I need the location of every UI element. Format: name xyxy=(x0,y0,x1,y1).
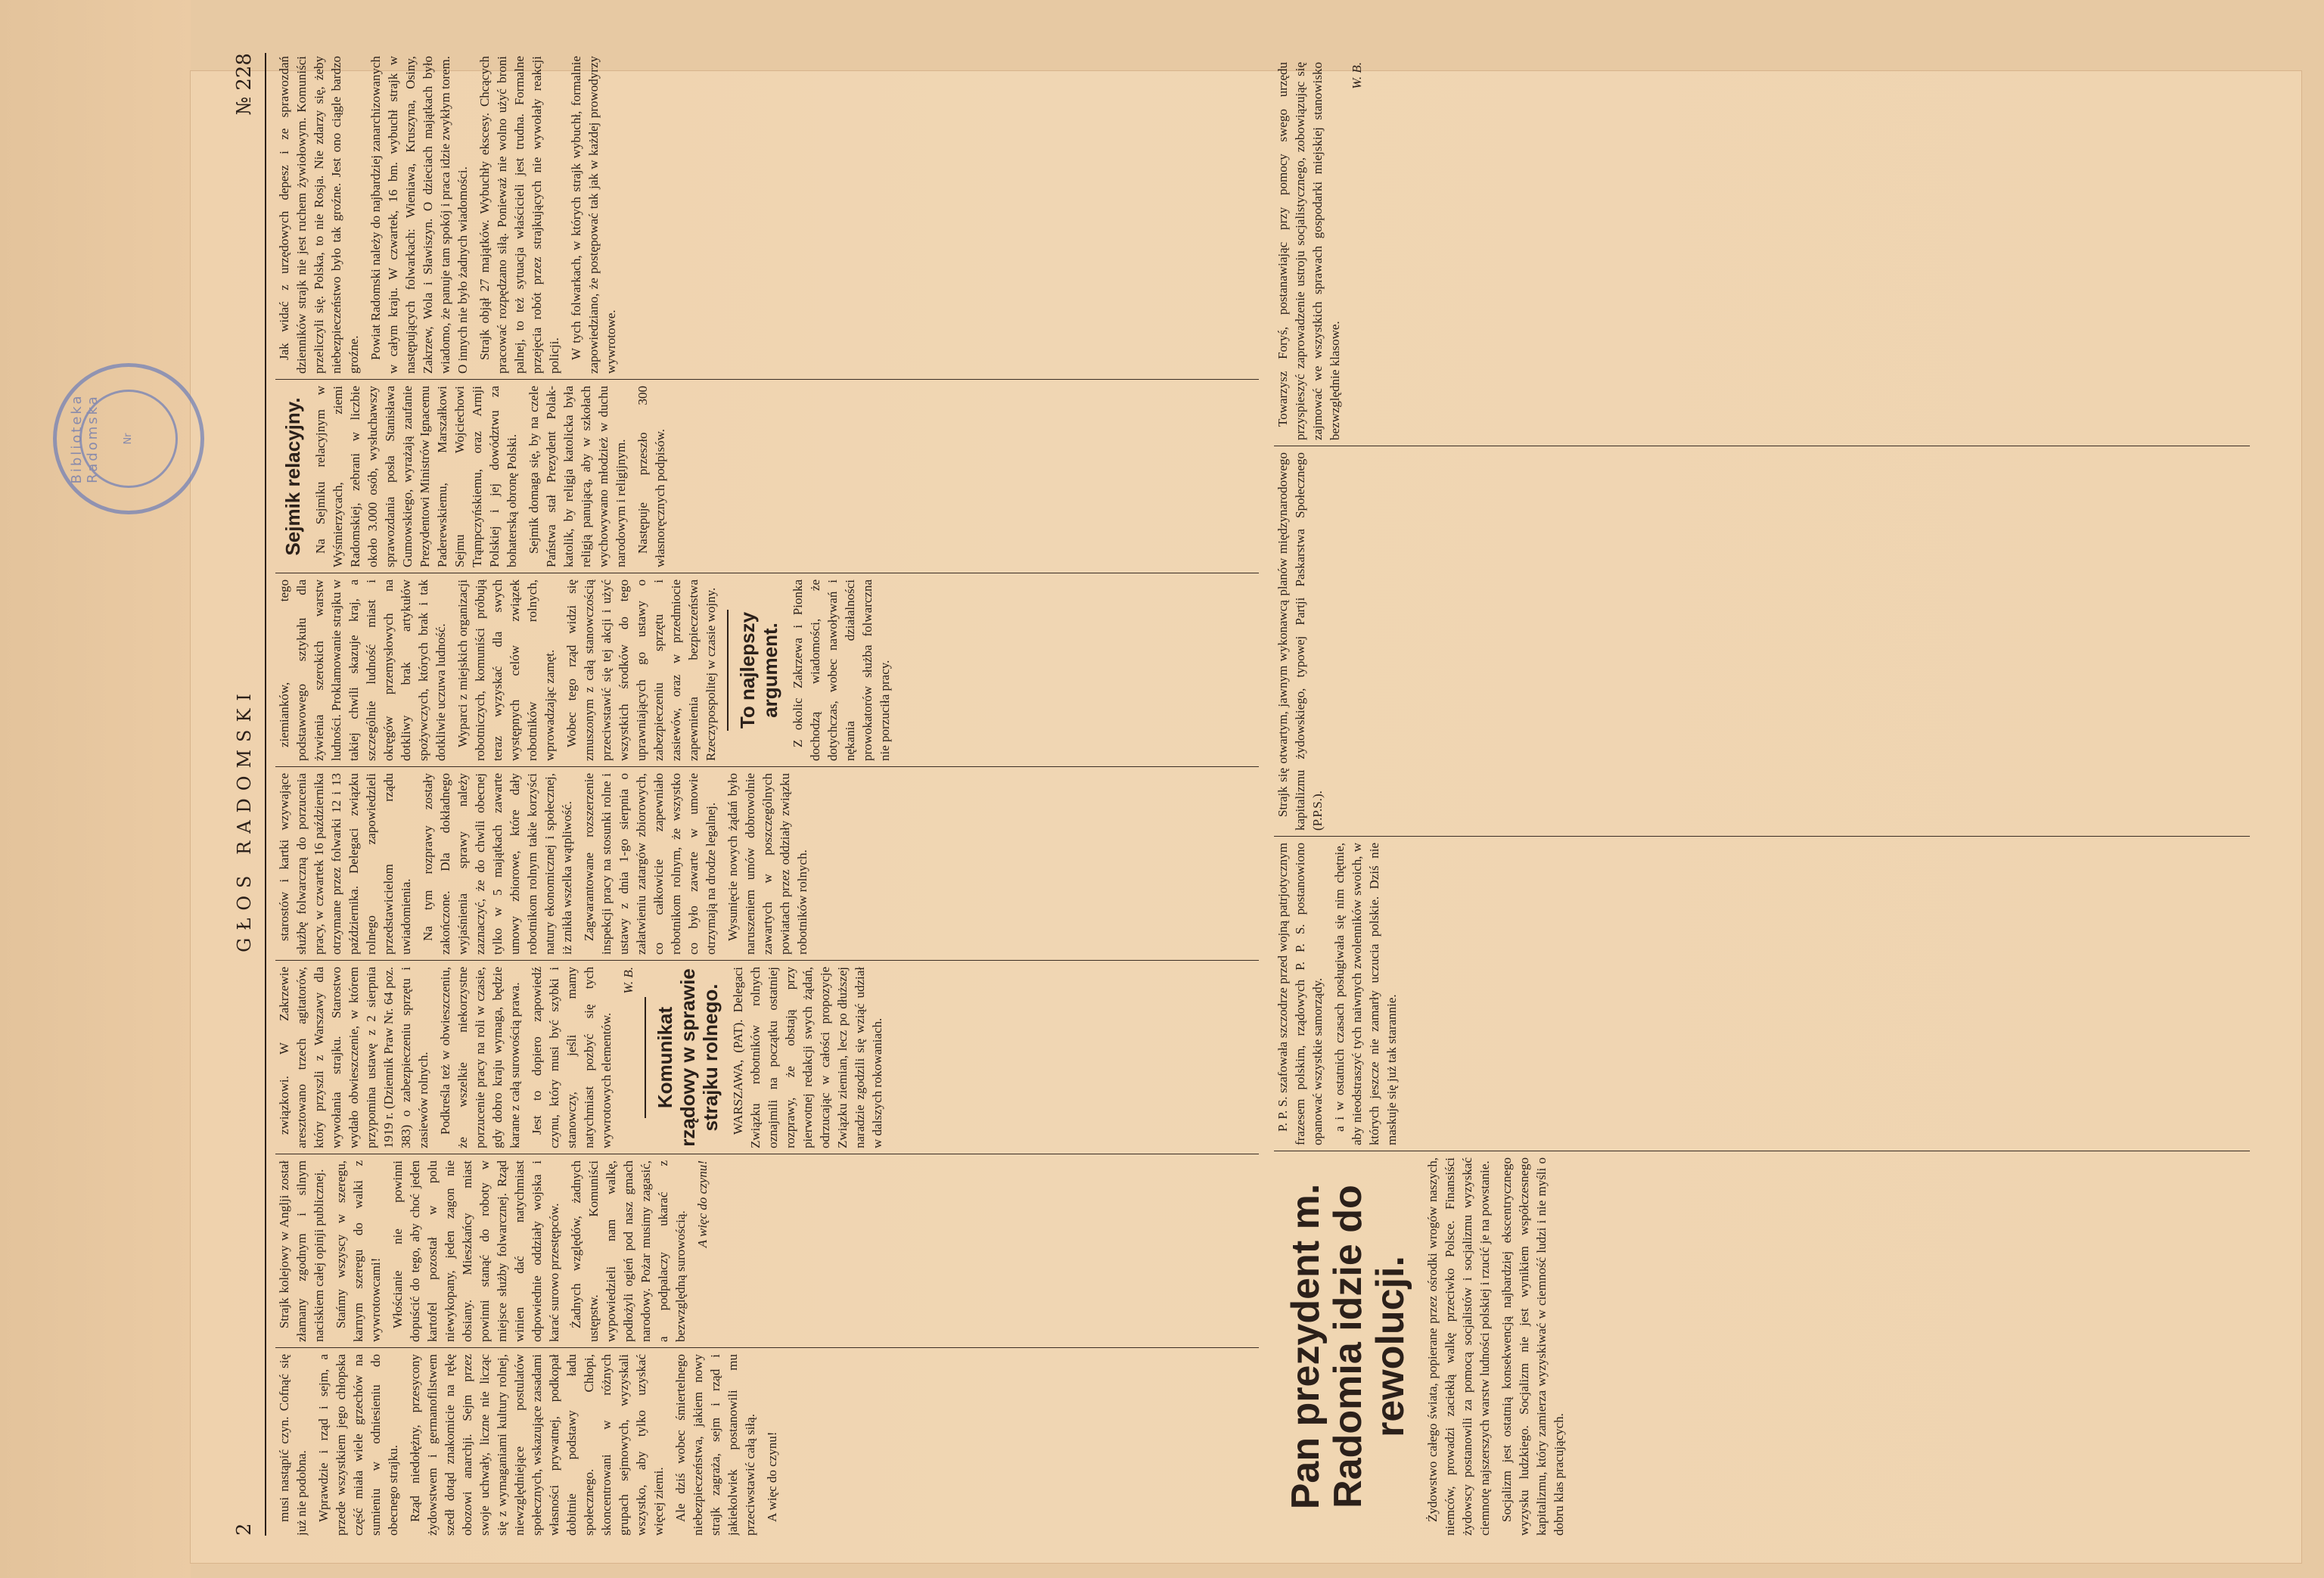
column-rule xyxy=(1274,836,2250,837)
paragraph: W tych folwarkach, w których strajk wybuchł, formalnie zapowiedziano, że postępować tak jak w każdej prowodyrzy wywrotowe. xyxy=(569,56,618,374)
column-president-2 xyxy=(1274,843,2250,1145)
president-title: Pan prezydent m. Radomia idzie do rewolucji. xyxy=(1284,1183,1412,1510)
column-president-4 xyxy=(1274,62,2250,440)
column-reports xyxy=(275,56,1259,374)
argument-title: To najlepszy argument. xyxy=(736,611,781,729)
paragraph: WARSZAWA, (PAT). Delegaci Związku robotników rolnych oznajmili na początku ostatniej rozprawy, że obstają przy pierwotnej redakcji swych żądań, odrzucając w całości propozycje Związku ziemian, lecz po dłuższej naradzie zgodzili się wziąć udział w dalszych rokowaniach. xyxy=(731,967,884,1148)
paragraph: Strajk objął 27 majątków. Wybuchły ekscesy. Chcących pracować rozpędzano siłą. Ponieważ nie wolno użyć broni palnej, to też sytuacja właścicieli jest trudna. Formalne przejęcia robót przez strajkujących nie wywołały reakcji policji. xyxy=(477,56,561,374)
paragraph: Ale dziś wobec śmiertelnego niebezpieczeństwa, jakiem nowy strajk zagraża, sejm i rząd i jakiekolwiek postanowili mu przeciwstawić całą siłą. xyxy=(673,1354,757,1536)
paragraph: Wysunięcie nowych żądań było naruszeniem umów dobrowolnie zawartych w poszczególnych powiatach przez oddziały związku robotników rolnych. xyxy=(725,773,809,955)
paragraph: Strajk się otwartym, jawnym wykonawcą planów międzynarodowego kapitalizmu żydowskiego, typowej Partji Paskarstwa Społecznego (P.P.S.). xyxy=(1275,452,1325,831)
page-number: 2 xyxy=(233,1523,256,1536)
folio-rule xyxy=(265,53,266,1536)
column-announcement xyxy=(275,967,1259,1148)
paragraph: Na Sejmiku relacyjnym w Wyśmierzycach, ziemi Radomskiej, zebrani w liczbie około 3.000 osób, wysłuchawszy sprawozdania posła Stanisława Gumowskiego, wyrażają zaufanie Prezydentowi Ministrów Ignacemu Paderewskiemu, Marszałkowi Sejmu Wojciechowi Trąmpczyńskiemu, oraz Armji Polskiej i jej dowództwu za bohaterską obronę Polski. xyxy=(313,386,519,567)
paragraph: a i w ostatnich czasach posługiwała się nim chętnie, aby nieodstraszyć tych naiwnych zwolenników swoich, w których jeszcze nie zamarły uczucia polskie. Dziś nie maskuje się już tak starannie. xyxy=(1332,843,1399,1145)
sejmik-title: Sejmik relacyjny. xyxy=(281,397,304,556)
paragraph: starostów i kartki wzywające służbę folwarczną do porzucenia pracy, w czwartek 16 października otrzymane przez folwarki 12 i 13 października. Delegaci związku rolnego zapowiedzieli przedstawicielom rządu uwiadomienia. xyxy=(277,773,413,955)
library-stamp xyxy=(53,363,204,514)
paragraph: Powiat Radomski należy do najbardziej zanarchizowanych w całym kraju. W czwartek, 16 bm. wybuchł strajk w następujących folwarkach: Wieniawa, Kruszyna, Osiny, Zakrzew, Wola i Sławiszyn. O dzieciach majątkach było wiadomo, że panuje tam spokój i praca idzie zwykłym torem. O innych nie było żadnych wiadomości. xyxy=(368,56,470,374)
stamp-center-text: Nr xyxy=(122,433,134,445)
issue-number: № 228 xyxy=(233,53,256,116)
column-rule xyxy=(275,1347,1259,1348)
paragraph: Sejmik domaga się, by na czele Państwa stał Prezydent Polak-katolik, by religja katolicka była religją panującą, aby w szkołach wychowywano młodzież w duchu narodowym i religijnym. xyxy=(527,386,628,567)
rotated-page xyxy=(227,53,2262,1536)
paragraph: Wobec tego rząd widzi się zmuszonym z całą stanowczością przeciwstawić się tej akcji i użyć wszystkich środków do tego uprawniających go ustawy o zabezpieczeniu sprzętu i zasiewów, oraz w przedmiocie zapewnienia bezpieczeństwa Rzeczypospolitej w czasie wojny. xyxy=(564,579,718,761)
column-rule xyxy=(275,766,1259,767)
communique-title: Komunikat rządowy w sprawie strajku rolnego. xyxy=(654,968,722,1147)
paragraph: P. P. S. szafowała szczodrze przed wojną patrjotycznym frazesem polskim, rządowych P. P. S. postanowiono opanować wszystkie samorządy. xyxy=(1275,843,1325,1145)
column-sejmik xyxy=(275,386,1259,567)
paragraph: Rząd niedołężny, przesycony żydowstwem i germanofilstwem szedł dotąd znakomicie na rękę obozowi anarchji. Sejm przez swoje uchwały, liczne nie licząc się z wymaganiami kultury rolnej, niewzględniejące postulatów społecznych, wskazujące zasadami własności prywatnej, podkopał dobitnie podstawy ładu społecznego. Chłopi, skoncentrowani w różnych grupach sejmowych, wyzyskali wszystko, aby tylko uzyskać więcej ziemi. xyxy=(408,1354,666,1536)
column-president-3 xyxy=(1274,452,2250,831)
paragraph: Jak widać z urzędowych depesz i ze sprawozdań dzienników strajk nie jest ruchem żywiołowym. Komuniści przeliczyli się. Polska, to nie Rosja. Nie zdarzy się, żeby niebezpieczeństwo było tak groźne. Jest ono ciągle bardzo groźne. xyxy=(277,56,361,374)
divider xyxy=(727,610,729,731)
paragraph: Socjalizm jest ostatnią konsekwencją najbardziej ekscentrycznego wyzysku ludzkiego. Socjalizm nie jest wynikiem współczesnego kapitalizmu, który zamierza wyzyskiwać w ciemność ludzi i nie myśli o dobru klas pracujących. xyxy=(1499,1157,1566,1536)
paragraph: Stańmy wszyscy w szeregu, karnym szeregu do walki z wywrotowcami! xyxy=(334,1160,383,1342)
paragraph: Z okolic Zakrzewa i Pionka dochodzą wiadomości, że dotychczas, wobec nawoływań i nękania działalności prowokatorów służba folwarczna nie porzuciła pracy. xyxy=(791,579,892,761)
paragraph: związkowi. W Zakrzewie aresztowano trzech agitatorów, który przyszli z Warszawy dla wywołania strajku. Starostwo wydało obwieszczenie, w którem przypomina ustawę z 2 sierpnia 1919 r. (Dziennik Praw Nr. 64 poz. 383) o zabezpieczeniu sprzętu i zasiewów rolnych. xyxy=(277,967,430,1148)
paragraph: Na tym rozprawy zostały zakończone. Dla dokładnego wyjaśnienia sprawy należy zaznaczyć, że do chwili obecnej tylko w 5 majątkach zawarte umowy zbiorowe, które dały robotnikom rolnym takie korzyści natury ekonomicznej i społecznej, iż znikła wszelka wątpliwość. xyxy=(421,773,574,955)
paragraph: Zagwarantowane rozszerzenie inspekcji pracy na stosunki rolne i ustawy z dnia 1-go sierpnia o załatwieniu zatargów zbiorowych, co całkowicie zapewniało robotnikom rolnym, że wszystko co było zawarte w umowie otrzymają na drodze legalnej. xyxy=(582,773,718,955)
paragraph: Następuje przeszło 300 własnoręcznych podpisów. xyxy=(635,386,667,567)
paragraph: Towarzysz Foryś, postanawiając przy pomocy swego urzędu przyspieszyć zaprowadzenie ustroju socjalistycznego, zobowiązując się zajmować we wszystkich sprawach gospodarki miejskiej stanowisko bezwzględnie klasowe. xyxy=(1275,62,1342,440)
column-rule xyxy=(275,960,1259,961)
paper-name: GŁOS RADOMSKI xyxy=(234,686,255,952)
column-rule xyxy=(275,379,1259,380)
signature: W. B. xyxy=(1350,62,1364,89)
column-continuation-2 xyxy=(275,1160,1259,1342)
paragraph: Jest to dopiero zapowiedź czynu, który musi być szybki i stanowczy, jeśli mamy natychmiast pozbyć się tych wywrotowych elementów. xyxy=(530,967,614,1148)
column-president-head xyxy=(1274,1157,2250,1536)
paragraph: ziemianków, tego podstawowego sztykułu dla żywienia szerokich warstw ludności. Proklamowanie strajku w takiej chwili skazuje kraj, a szczególnie ludność miast i okręgów przemysłowych na dotkliwy brak artykułów spożywczych, których brak i tak dotkliwie uczuwa ludność. xyxy=(277,579,448,761)
divider xyxy=(645,997,646,1118)
paragraph: Strajk kolejowy w Anglji został złamany zgodnym i silnym naciskiem całej opinji publicznej. xyxy=(277,1160,326,1342)
paragraph: A więc do czynu! xyxy=(765,1431,779,1522)
paragraph: Włościanie nie powinni dopuścić do tego, aby choć jeden kartofel pozostał w polu niewykopany, jeden zagon nie obsiany. Mieszkańcy miast powinni stanąć do roboty w miejsce służby folwarcznej. Rząd winien dać natychmiast odpowiednie oddziały wojska i karać surowo przestępców. xyxy=(390,1160,561,1342)
signature: W. B. xyxy=(621,967,635,994)
paragraph: Wyparci z miejskich organizacji robotniczych, komuniści próbują teraz wyzyskać dla swych występnych celów związek robotników rolnych, wprowadzając zamęt. xyxy=(455,579,557,761)
paragraph: Żydowstwo całego świata, popierane przez ośrodki wrogów naszych, niemców, prowadzi zaciekłą walkę przeciwko Polsce. Finansiści żydowscy postanowili za pomocą socjalistów i socjalizmu wyzyskać ciemnotę najszerszych warstw ludności polskiej i rzucić je na powstanie. xyxy=(1425,1157,1492,1536)
columns xyxy=(275,53,2257,1536)
paragraph: Podkreśla też w obwieszczeniu, że wszelkie niekorzystne porzucenie pracy na roli w czasie, gdy dobro kraju wymaga, będzie karane z całą surowością prawa. xyxy=(438,967,522,1148)
paragraph: Wprawdzie i rząd i sejm, a przede wszystkiem jego chłopska część miała wiele grzechów na sumieniu w odniesieniu do obecnego strajku. xyxy=(316,1354,400,1536)
stamp-ring-text: Biblioteka Radomska xyxy=(69,393,101,484)
column-strike xyxy=(275,773,1259,955)
paragraph: Żadnych względów, żadnych ustępstw. Komuniści wypowiedzieli nam walkę, podłożyli ogień pod nasz gmach narodowy. Pożar musimy zagasić, a podpalaczy ukarać z bezwzględną surowością. xyxy=(569,1160,688,1342)
folio-bar xyxy=(227,53,262,1536)
paragraph: musi nastąpić czyn. Cofnąć się już nie podobna. xyxy=(277,1354,309,1536)
scan-edge xyxy=(0,0,191,1578)
closing-line: A więc do czynu! xyxy=(695,1160,710,1248)
column-continuation xyxy=(275,1354,1259,1536)
column-argument xyxy=(275,579,1259,761)
